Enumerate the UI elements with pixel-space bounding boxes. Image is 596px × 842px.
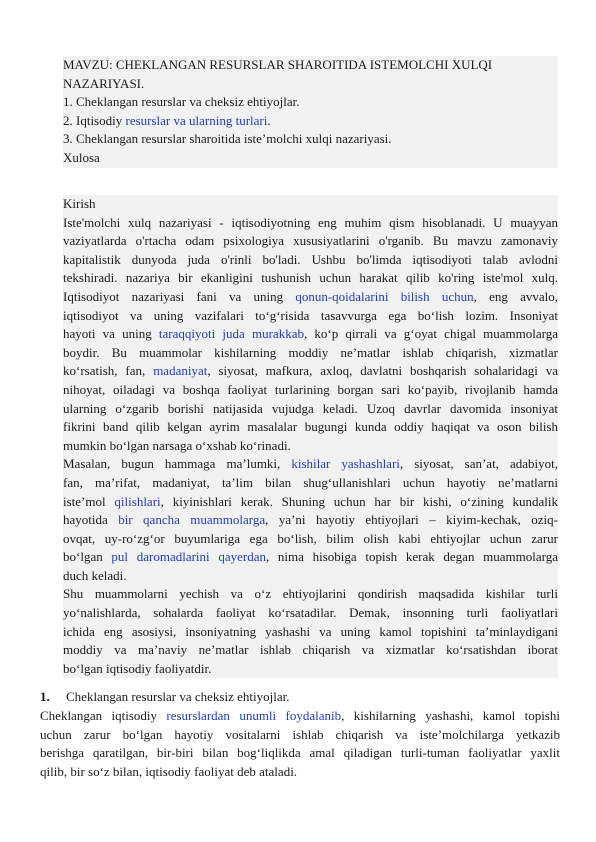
text-run: iqtisodiyot va uning vazifalari to‘g‘risida tasavvurga ega bo‘lish lozim. Insoniyat [63,307,558,323]
text-run: ichida eng asosiysi, insoniyatning yashashi va uning kamol topishini ta’minlaydigani [63,623,558,639]
section-body [40,707,560,781]
text-run: hayoti va uning [63,326,159,342]
text-run: 3. Cheklangan resurslar sharoitida iste’molchi xulqi nazariyasi. [63,131,392,147]
outline-item [63,93,558,112]
text-line[interactable] [63,288,558,307]
text-run: kapitalistik dunyoda juda o'rinli bo'ladi. Ushbu bo'limda iqtisodiyoti talab avlodni [63,251,558,267]
text-line [63,400,558,419]
text-run: , ko‘p qirrali va g‘oyat chigal muammolarga [303,326,558,342]
text-run: yo‘nalishlarda, sohalarda faoliyat ko‘rsatadilar. Demak, insonning turli faoliyatlari [63,605,558,621]
text-run: tekshiradi. nazariya bir ekanligini tushunish uchun harakat qilib ko'ring iste'mol xulq. [63,270,558,286]
intro-heading: Kirish [63,195,558,214]
hyperlink[interactable]: bir qancha muammolarga [118,512,266,528]
section-title: Cheklangan resurslar va cheksiz ehtiyojlar. [66,689,290,704]
hyperlink[interactable]: resurslardan unumli foydalanib [166,708,342,723]
text-line [63,585,558,604]
text-run: 1. Cheklangan resurslar va cheksiz ehtiyojlar. [63,94,300,110]
text-line[interactable] [40,707,560,726]
text-run: 2. Iqtisodiy [63,112,126,128]
text-line [63,530,558,549]
outline-list [63,93,558,167]
text-run: , kiyinishlari kerak. Shuning uchun har bir kishi, o‘zining kundalik [160,493,558,509]
text-line [63,474,558,493]
text-run: , eng avvalo, [473,288,558,304]
text-run: , ya’ni hayotiy ehtiyojlari – kiyim-kechak, oziq- [265,512,558,528]
text-run: Xulosa [63,149,100,165]
text-run: , nima hisobiga topish kerak degan muammolarga [265,549,558,565]
hyperlink[interactable]: resurslar va ularning turlari [125,112,268,128]
text-line [63,623,558,642]
text-line[interactable] [63,325,558,344]
text-line [63,437,558,456]
text-line [63,344,558,363]
text-line [40,763,560,782]
text-line [63,214,558,233]
text-run: duch keladi. [63,567,127,583]
document-header [63,56,558,168]
text-run: vaziyatlarda o'rtacha odam psixologiya xususiyatlarini o'rganib. Bu mavzu zamonaviy [63,233,558,249]
text-run: , siyosat, mafkura, axloq, davlatni boshqarish sohalaridagi va [207,363,558,379]
text-line [63,567,558,586]
title-line: MAVZU: CHEKLANGAN RESURSLAR SHAROITIDA ISTEMOLCHI XULQI [63,56,558,75]
text-run: berishga qaratilgan, bir-biri bilan bog‘liqlikda amal qiladigan turli-tuman faoliyatlar yaxlit [40,745,560,761]
text-run: moddiy va ma’naviy ne’matlar ishlab chiqarish va xizmatlar ko‘rsatishdan iborat [63,642,558,658]
section-1 [40,687,560,781]
text-run: Iqtisodiyot nazariyasi fani va uning [63,288,296,304]
text-run: Iste'molchi xulq nazariyasi - iqtisodiyotning eng muhim qism hisoblanadi. U muayyan [63,214,558,230]
text-run: fikrini band qilib kelgan ayrim masalalar bugungi kunda oddiy haqiqat va oson bilish [63,419,558,435]
text-run: , kishilarning yashashi, kamol topishi [341,708,560,723]
text-run: hayotida [63,512,119,528]
section-heading [40,687,560,707]
hyperlink[interactable]: qilishlari [114,493,161,509]
text-line [63,251,558,270]
text-run: Shu muammolarni yechish va o‘z ehtiyojlarini qondirish maqsadida kishilar turli [63,586,558,602]
text-run: Cheklangan iqtisodiy [40,708,167,723]
text-run: nihoyat, oiladagi va boshqa faoliyat turlarining borgan sari ko‘payib, rivojlanib hamda [63,381,558,397]
text-run: bo‘lgan iqtisodiy faoliyatdir. [63,660,212,676]
text-run: qilib, bir so‘z bilan, iqtisodiy faoliyat deb ataladi. [40,763,298,779]
hyperlink[interactable]: pul daromadlarini qayerdan [111,549,266,565]
text-line[interactable] [63,455,558,474]
text-line [63,381,558,400]
text-line [63,660,558,679]
text-run: ovqat, uy-ro‘zg‘or buyumlariga ega bo‘lish, bilim olish kabi ehtiyojlar uchun zarur [63,530,558,546]
text-run: fan, ma’rifat, madaniyat, ta’lim bilan shug‘ullanishlari uchun hayotiy ne’matlarni [63,474,558,490]
title-line: NAZARIYASI. [63,75,558,94]
outline-item[interactable] [63,112,558,131]
hyperlink[interactable]: madaniyat [153,363,208,379]
hyperlink[interactable]: taraqqiyoti juda murakkab [158,326,304,342]
text-line [63,604,558,623]
text-run: uchun zarur bo‘lgan hayotiy vositalarni ishlab chiqarish va iste’molchilarga yetkazib [40,726,560,742]
text-run: . [267,112,271,128]
text-line [40,726,560,745]
text-run: bo‘lgan [63,549,112,565]
text-run: ularning o‘zgarib borishi natijasida vujudga keladi. Uzoq davrlar davomida insoniyat [63,400,558,416]
text-line [40,744,560,763]
text-line [63,418,558,437]
text-line[interactable] [63,493,558,512]
text-line [63,269,558,288]
outline-item [63,149,558,168]
hyperlink[interactable]: kishilar yashashlari [291,456,400,472]
text-run: iste’mol [63,493,115,509]
text-line [63,232,558,251]
hyperlink[interactable]: qonun-qoidalarini bilish uchun [295,288,474,304]
text-run: ko‘rsatish, fan, [63,363,154,379]
outline-item [63,130,558,149]
text-run: Masalan, bugun hammaga ma’lumki, [63,456,292,472]
text-run: boydir. Bu muammolar kishilarning moddiy ne’matlar ishlab chiqarish, xizmatlar [63,344,558,360]
intro-section [63,195,558,678]
text-line [63,307,558,326]
text-line[interactable] [63,362,558,381]
text-line [63,641,558,660]
text-line[interactable] [63,511,558,530]
section-number: 1. [40,689,50,704]
text-line[interactable] [63,548,558,567]
intro-body [63,214,558,679]
text-run: , siyosat, san’at, adabiyot, [399,456,558,472]
text-run: mumkin bo‘lgan narsaga o‘xshab ko‘rinadi. [63,437,291,453]
